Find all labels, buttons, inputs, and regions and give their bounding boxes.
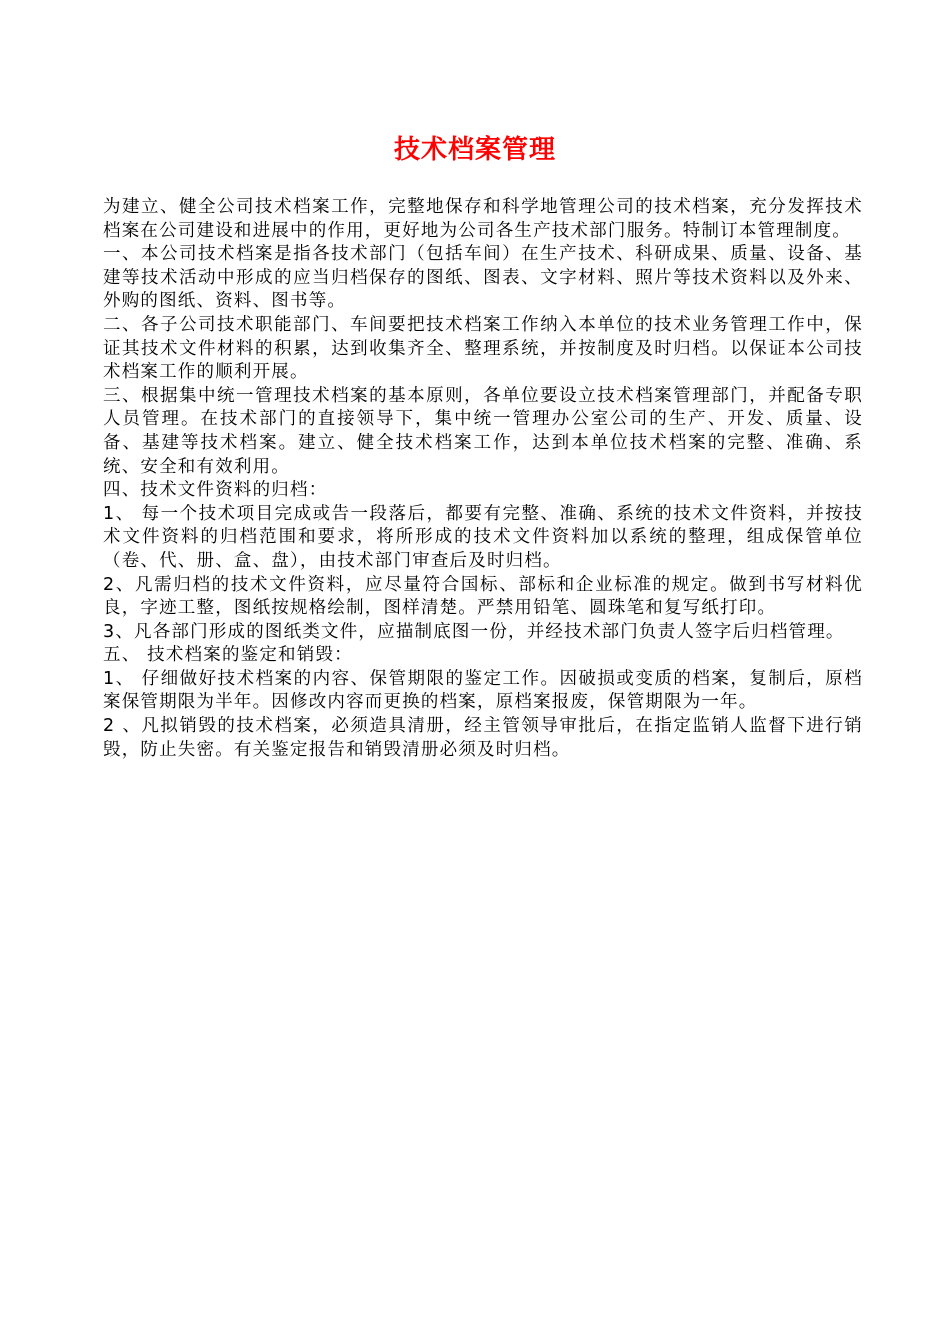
section-4-item-3: 3、凡各部门形成的图纸类文件，应描制底图一份，并经技术部门负责人签字后归档管理。 — [103, 621, 845, 642]
section-1-paragraph: 一、本公司技术档案是指各技术部门（包括车间）在生产技术、科研成果、质量、设备、基建等技术活动中形成的应当归档保存的图纸、图表、文字材料、照片等技术资料以及外来、外购的图纸、资料、图书等。 — [103, 244, 863, 312]
section-4-item-1: 1、 每一个技术项目完成或告一段落后，都要有完整、准确、系统的技术文件资料，并按技术文件资料的归档范围和要求，将所形成的技术文件资料加以系统的整理，组成保管单位（卷、代、册、盒、盘），由技术部门审查后及时归档。 — [103, 503, 863, 571]
document-title: 技术档案管理 — [393, 135, 556, 165]
section-5-item-1: 1、 仔细做好技术档案的内容、保管期限的鉴定工作。因破损或变质的档案，复制后，原档案保管期限为半年。因修改内容而更换的档案，原档案报废，保管期限为一年。 — [103, 668, 863, 713]
document-body — [103, 196, 863, 762]
intro-paragraph: 为建立、健全公司技术档案工作，完整地保存和科学地管理公司的技术档案，充分发挥技术档案在公司建设和进展中的作用，更好地为公司各生产技术部门服务。特制订本管理制度。 — [103, 197, 863, 241]
section-5-heading: 五、 技术档案的鉴定和销毁： — [103, 645, 353, 666]
section-5-item-2: 2 、凡拟销毁的技术档案，必须造具清册，经主管领导审批后，在指定监销人监督下进行销毁，防止失密。有关鉴定报告和销毁清册必须及时归档。 — [103, 716, 863, 760]
section-2-paragraph: 二、各子公司技术职能部门、车间要把技术档案工作纳入本单位的技术业务管理工作中，保证其技术文件材料的积累，达到收集齐全、整理系统，并按制度及时归档。以保证本公司技术档案工作的顺利开展。 — [103, 314, 863, 383]
section-3-paragraph: 三、根据集中统一管理技术档案的基本原则，各单位要设立技术档案管理部门，并配备专职人员管理。在技术部门的直接领导下，集中统一管理办公室公司的生产、开发、质量、设备、基建等技术档案。建立、健全技术档案工作，达到本单位技术档案的完整、准确、系统、安全和有效利用。 — [103, 385, 863, 477]
section-4-item-2: 2、凡需归档的技术文件资料，应尽量符合国标、部标和企业标准的规定。做到书写材料优良，字迹工整，图纸按规格绘制，图样清楚。严禁用铅笔、圆珠笔和复写纸打印。 — [103, 574, 863, 619]
section-4-heading: 四、技术文件资料的归档： — [103, 480, 328, 501]
